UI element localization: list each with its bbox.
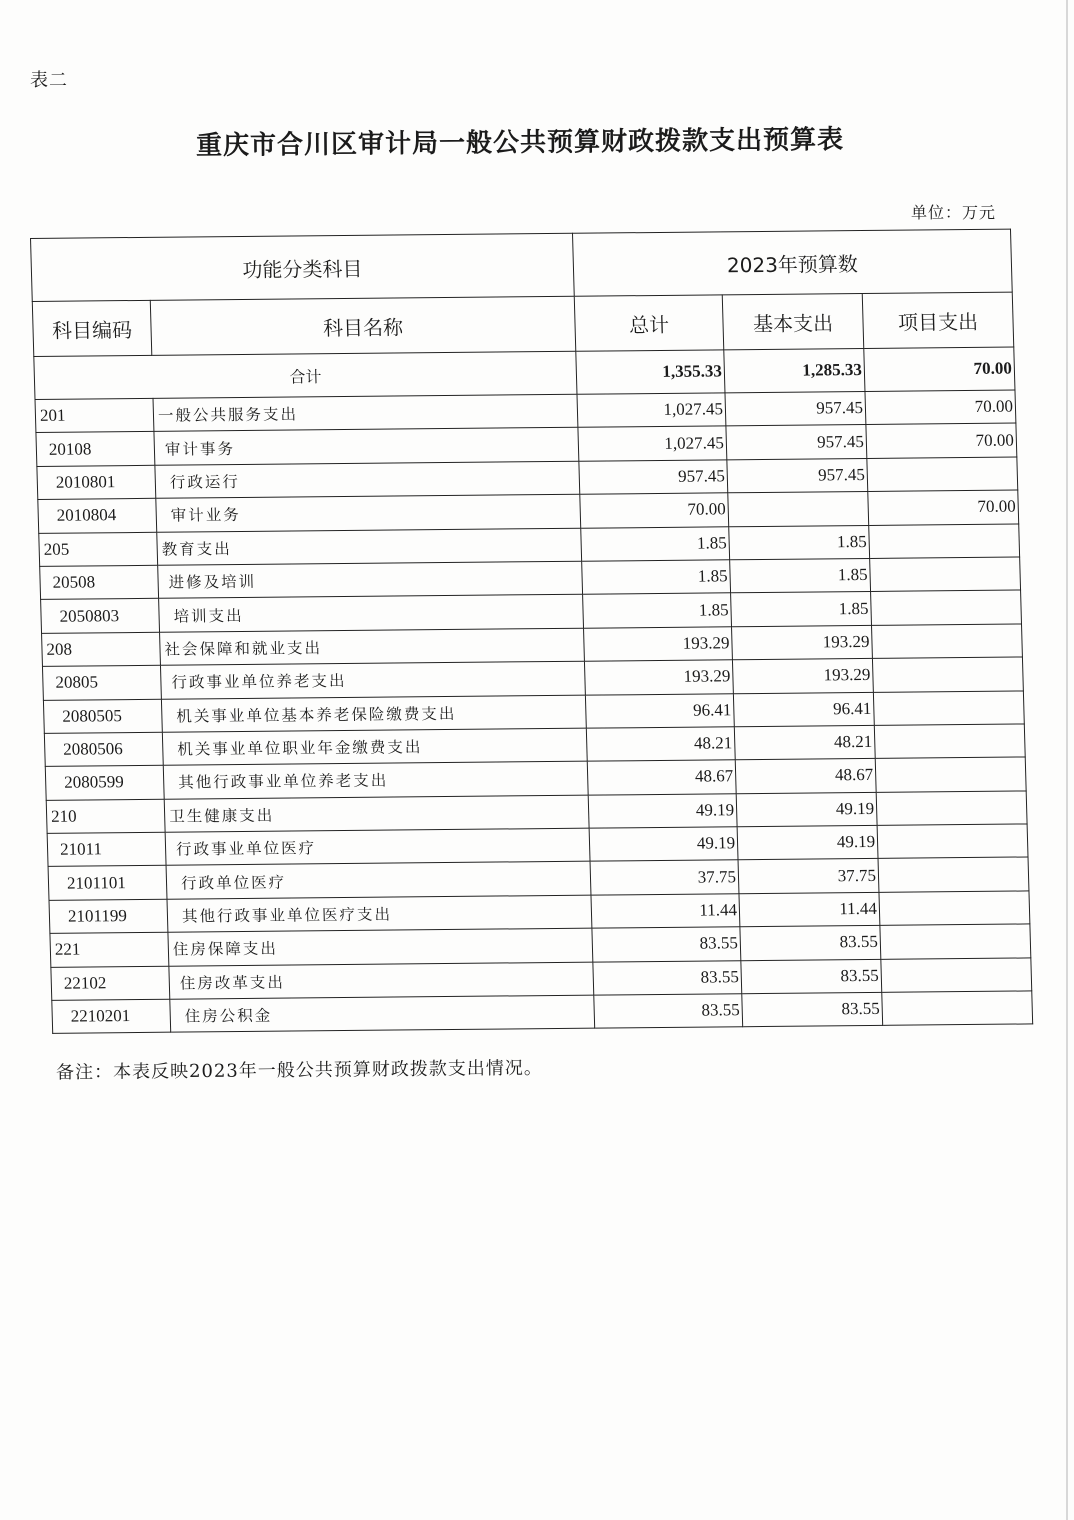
table-label: 表二 bbox=[30, 70, 68, 91]
row-code: 2010801 bbox=[37, 465, 156, 500]
row-total: 83.55 bbox=[592, 927, 741, 962]
row-total: 49.19 bbox=[589, 827, 738, 862]
row-total: 1,027.45 bbox=[578, 426, 727, 461]
summary-project: 70.00 bbox=[864, 347, 1015, 391]
header-budget-group: 2023年预算数 bbox=[572, 229, 1012, 296]
row-name: 社会保障和就业支出 bbox=[160, 628, 585, 665]
row-project bbox=[878, 857, 1029, 892]
row-project bbox=[875, 757, 1026, 792]
header-code: 科目编码 bbox=[32, 300, 152, 356]
row-basic: 83.55 bbox=[741, 959, 882, 994]
row-name: 住房保障支出 bbox=[168, 928, 593, 965]
header-project: 项目支出 bbox=[862, 292, 1014, 348]
row-total: 83.55 bbox=[593, 960, 742, 995]
row-total: 1.85 bbox=[583, 593, 732, 628]
header-name: 科目名称 bbox=[150, 296, 576, 355]
row-total: 1.85 bbox=[581, 526, 730, 561]
row-name: 机关事业单位基本养老保险缴费支出 bbox=[161, 695, 586, 732]
row-code: 20805 bbox=[42, 665, 161, 700]
row-name: 其他行政事业单位医疗支出 bbox=[167, 895, 592, 932]
row-name: 行政事业单位医疗 bbox=[165, 828, 590, 865]
row-name: 审计业务 bbox=[156, 494, 581, 531]
row-total: 193.29 bbox=[584, 660, 733, 695]
row-name: 卫生健康支出 bbox=[164, 795, 589, 832]
row-total: 49.19 bbox=[588, 793, 737, 828]
row-code: 2050803 bbox=[41, 599, 160, 634]
footnote: 备注：本表反映2023年一般公共预算财政拨款支出情况。 bbox=[55, 1057, 543, 1084]
row-code: 210 bbox=[46, 799, 165, 834]
scan-edge bbox=[1066, 0, 1068, 1520]
row-basic: 193.29 bbox=[732, 625, 873, 660]
row-basic: 49.19 bbox=[736, 792, 877, 827]
row-name: 其他行政事业单位养老支出 bbox=[163, 761, 588, 798]
row-basic: 1.85 bbox=[729, 525, 870, 560]
row-code: 21011 bbox=[47, 832, 166, 867]
row-total: 1,027.45 bbox=[577, 393, 726, 428]
row-name: 行政运行 bbox=[155, 461, 580, 498]
header-func-group: 功能分类科目 bbox=[31, 233, 575, 301]
row-total: 83.55 bbox=[594, 994, 743, 1029]
row-basic: 193.29 bbox=[732, 659, 873, 694]
row-project bbox=[874, 724, 1025, 759]
summary-basic: 1,285.33 bbox=[724, 349, 865, 393]
row-code: 2101199 bbox=[49, 899, 168, 934]
summary-label: 合计 bbox=[34, 351, 577, 399]
row-project bbox=[876, 791, 1027, 826]
row-basic: 83.55 bbox=[742, 992, 883, 1027]
summary-total: 1,355.33 bbox=[576, 350, 725, 394]
row-project bbox=[880, 924, 1031, 959]
row-basic: 957.45 bbox=[726, 425, 867, 460]
row-name: 住房改革支出 bbox=[169, 962, 594, 999]
row-project bbox=[869, 524, 1020, 559]
row-code: 20508 bbox=[40, 565, 159, 600]
row-name: 机关事业单位职业年金缴费支出 bbox=[162, 728, 587, 765]
row-code: 201 bbox=[35, 398, 154, 433]
row-total: 70.00 bbox=[580, 493, 729, 528]
row-total: 957.45 bbox=[579, 460, 728, 495]
row-project bbox=[873, 691, 1024, 726]
row-project bbox=[870, 557, 1021, 592]
header-row-columns bbox=[32, 292, 1014, 356]
row-basic: 957.45 bbox=[727, 458, 868, 493]
page-title: 重庆市合川区审计局一般公共预算财政拨款支出预算表 bbox=[195, 124, 845, 162]
row-total: 48.67 bbox=[587, 760, 736, 795]
row-project bbox=[867, 457, 1018, 492]
row-basic: 11.44 bbox=[739, 892, 880, 927]
row-name: 一般公共服务支出 bbox=[153, 394, 578, 431]
row-project bbox=[879, 891, 1030, 926]
row-project bbox=[881, 958, 1032, 993]
row-total: 193.29 bbox=[584, 627, 733, 662]
row-total: 96.41 bbox=[585, 693, 734, 728]
row-basic: 49.19 bbox=[737, 825, 878, 860]
row-project bbox=[871, 590, 1022, 625]
row-code: 22102 bbox=[51, 966, 170, 1001]
row-basic bbox=[728, 492, 869, 527]
row-code: 20108 bbox=[36, 432, 155, 467]
row-basic: 48.67 bbox=[735, 759, 876, 794]
row-project: 70.00 bbox=[865, 390, 1016, 425]
row-code: 2210201 bbox=[52, 999, 171, 1034]
row-basic: 37.75 bbox=[738, 859, 879, 894]
row-code: 221 bbox=[50, 932, 169, 967]
row-basic: 1.85 bbox=[730, 558, 871, 593]
row-name: 培训支出 bbox=[159, 595, 584, 632]
row-total: 37.75 bbox=[590, 860, 739, 895]
row-project bbox=[877, 824, 1028, 859]
row-basic: 83.55 bbox=[740, 926, 881, 961]
row-name: 行政事业单位养老支出 bbox=[160, 661, 585, 698]
header-total: 总计 bbox=[574, 295, 724, 351]
row-project bbox=[872, 657, 1023, 692]
row-code: 2080599 bbox=[45, 766, 164, 801]
row-total: 11.44 bbox=[591, 894, 740, 929]
row-project bbox=[871, 624, 1022, 659]
row-total: 1.85 bbox=[582, 560, 731, 595]
row-code: 2080505 bbox=[43, 699, 162, 734]
unit-label: 单位：万元 bbox=[910, 203, 996, 222]
row-total: 48.21 bbox=[586, 727, 735, 762]
row-name: 进修及培训 bbox=[158, 561, 583, 598]
row-project bbox=[882, 991, 1033, 1026]
row-code: 205 bbox=[39, 532, 158, 567]
row-code: 2010804 bbox=[38, 498, 157, 533]
budget-table bbox=[30, 229, 1033, 1035]
row-basic: 96.41 bbox=[733, 692, 874, 727]
row-basic: 1.85 bbox=[731, 592, 872, 627]
row-code: 2101101 bbox=[48, 866, 167, 901]
row-basic: 48.21 bbox=[734, 725, 875, 760]
row-project: 70.00 bbox=[866, 423, 1017, 458]
row-basic: 957.45 bbox=[725, 391, 866, 426]
row-name: 教育支出 bbox=[157, 528, 582, 565]
budget-table-wrapper bbox=[30, 229, 1032, 1035]
row-code: 208 bbox=[42, 632, 161, 667]
row-code: 2080506 bbox=[44, 732, 163, 767]
row-name: 审计事务 bbox=[154, 428, 579, 465]
header-basic: 基本支出 bbox=[722, 294, 864, 350]
header-row-groups bbox=[31, 229, 1013, 301]
row-project: 70.00 bbox=[868, 490, 1019, 525]
row-name: 行政单位医疗 bbox=[166, 862, 591, 899]
row-name: 住房公积金 bbox=[170, 995, 595, 1032]
